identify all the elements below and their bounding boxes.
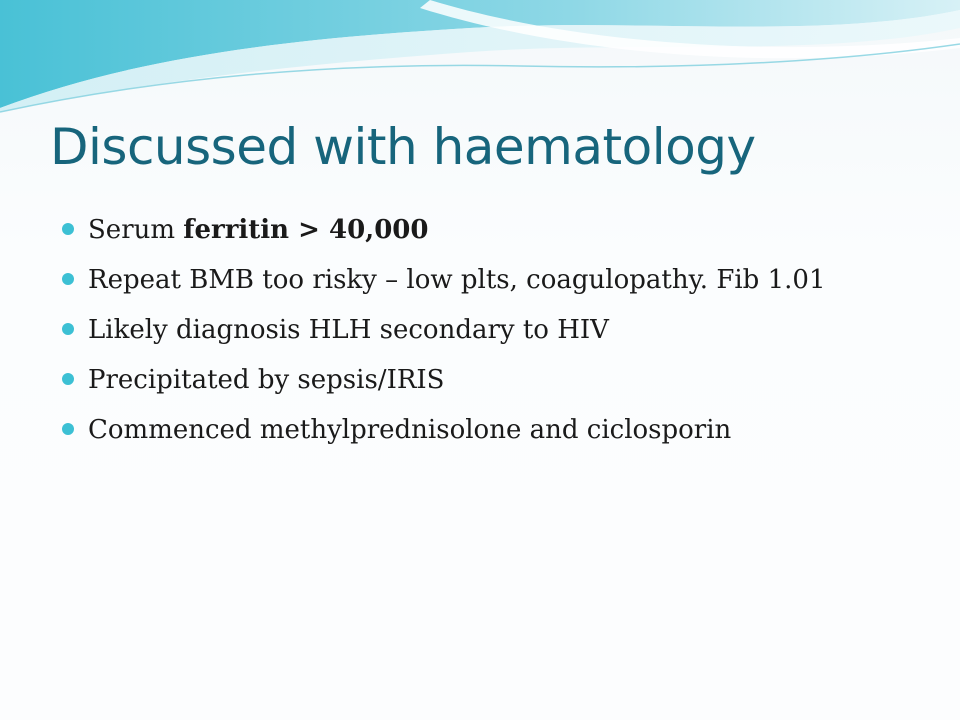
bullet-dot-icon — [62, 423, 74, 435]
bullet-text: Precipitated by sepsis/IRIS — [88, 365, 445, 395]
bullet-text: Serum — [88, 215, 184, 245]
bullet-item — [60, 308, 940, 358]
bullet-text: Likely diagnosis HLH secondary to HIV — [88, 315, 609, 345]
bullet-bold-text: ferritin > 40,000 — [183, 215, 429, 245]
bullet-dot-icon — [62, 373, 74, 385]
bullet-text: Repeat BMB too risky – low plts, coagulopathy. Fib 1.01 — [88, 265, 826, 295]
bullet-item — [60, 208, 940, 258]
bullet-item — [60, 258, 940, 308]
bullet-dot-icon — [62, 223, 74, 235]
bullet-dot-icon — [62, 273, 74, 285]
bullet-dot-icon — [62, 323, 74, 335]
top-wave-decoration — [0, 0, 960, 120]
bullet-list — [60, 208, 940, 458]
bullet-item — [60, 358, 940, 408]
bullet-item — [60, 408, 940, 458]
slide-title: Discussed with haematology — [50, 118, 756, 176]
bullet-text: Commenced methylprednisolone and ciclosporin — [88, 415, 732, 445]
